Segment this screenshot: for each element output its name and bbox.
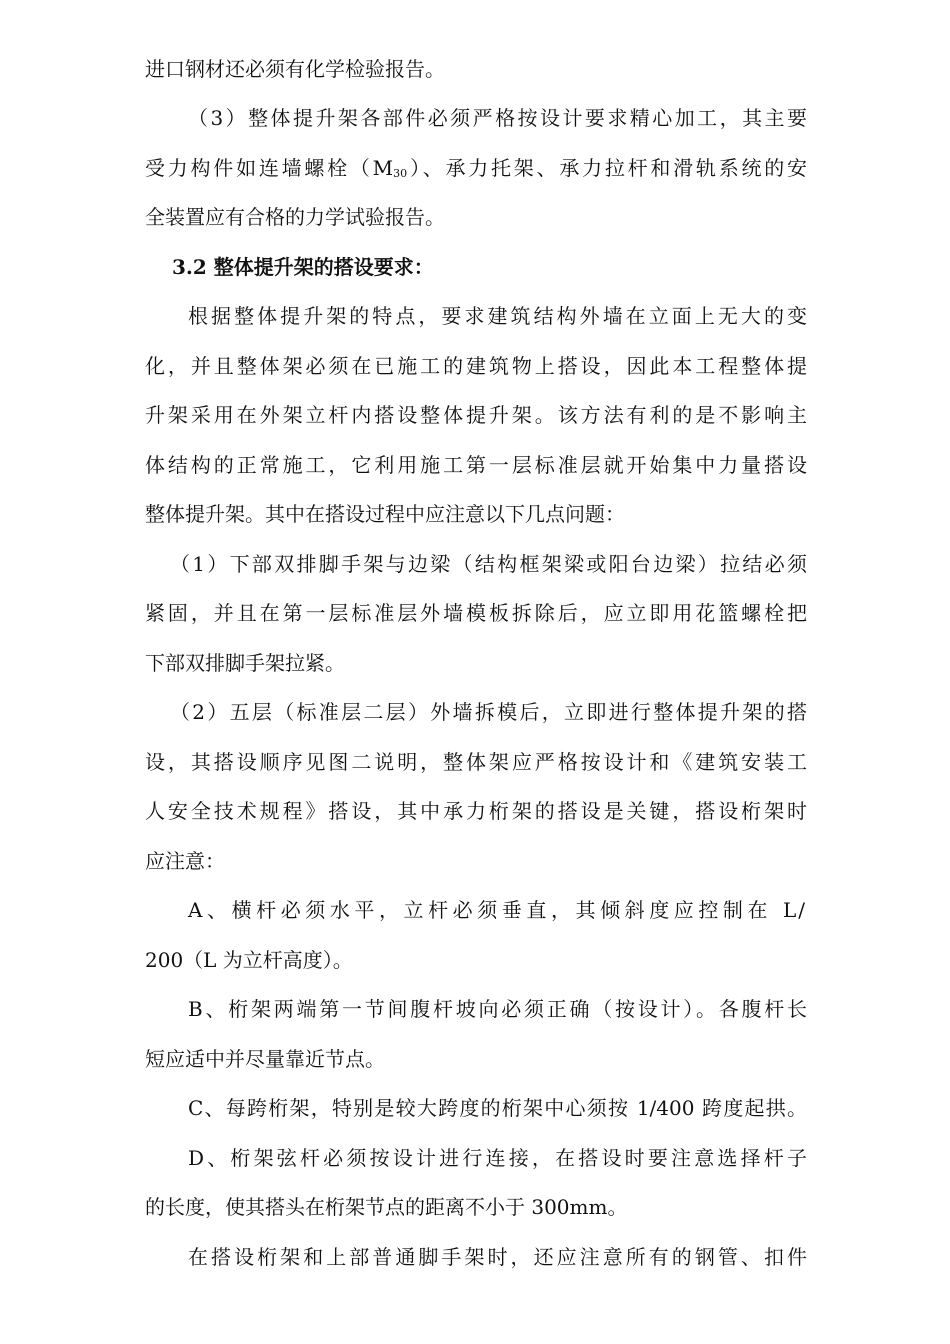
text-line: 人安全技术规程》搭设，其中承力桁架的搭设是关键，搭设桁架时 xyxy=(145,799,807,823)
text-line: 升架采用在外架立杆内搭设整体提升架。该方法有利的是不影响主 xyxy=(145,403,807,427)
text-line: 进口钢材还必须有化学检验报告。 xyxy=(145,57,445,81)
text-line: 应注意： xyxy=(145,849,225,873)
text-line: 整体提升架。其中在搭设过程中应注意以下几点问题： xyxy=(145,502,625,526)
text-line: D、桁架弦杆必须按设计进行连接，在搭设时要注意选择杆子 xyxy=(188,1146,807,1170)
text-line: 下部双排脚手架拉紧。 xyxy=(145,651,345,675)
text-line: 化，并且整体架必须在已施工的建筑物上搭设，因此本工程整体提 xyxy=(145,354,807,378)
text-line: 短应适中并尽量靠近节点。 xyxy=(145,1047,385,1071)
text-line: 全装置应有合格的力学试验报告。 xyxy=(145,205,445,229)
text-line xyxy=(145,154,807,188)
text-line: 设，其搭设顺序见图二说明，整体架应严格按设计和《建筑安装工 xyxy=(145,750,807,774)
subscript: 30 xyxy=(393,167,408,180)
text-line: A、横杆必须水平，立杆必须垂直，其倾斜度应控制在 L/ xyxy=(188,898,807,922)
text-line: 紧固，并且在第一层标准层外墙模板拆除后，应立即用花篮螺栓把 xyxy=(145,601,807,625)
text-line: 体结构的正常施工，它利用施工第一层标准层就开始集中力量搭设 xyxy=(145,453,807,477)
text-span: ）、承力托架、承力拉杆和滑轨系统的安 xyxy=(407,156,808,180)
text-line: C、每跨桁架，特别是较大跨度的桁架中心须按 1/400 跨度起拱。 xyxy=(188,1096,807,1120)
text-line: 根据整体提升架的特点，要求建筑结构外墙在立面上无大的变 xyxy=(188,304,807,328)
text-line: （3）整体提升架各部件必须严格按设计要求精心加工，其主要 xyxy=(188,106,807,130)
text-line: （1）下部双排脚手架与边梁（结构框架梁或阳台边梁）拉结必须 xyxy=(170,552,807,576)
text-line: 在搭设桁架和上部普通脚手架时，还应注意所有的钢管、扣件 xyxy=(188,1245,807,1269)
text-span: 受力构件如连墙螺栓（M xyxy=(145,156,394,180)
section-heading: 3.2 整体提升架的搭设要求： xyxy=(172,255,434,279)
text-line: 200（L 为立杆高度）。 xyxy=(145,948,353,972)
text-line: 的长度，使其搭头在桁架节点的距离不小于 300mm。 xyxy=(145,1195,628,1219)
text-line: （2）五层（标准层二层）外墙拆模后，立即进行整体提升架的搭 xyxy=(170,700,807,724)
text-line: B、桁架两端第一节间腹杆坡向必须正确（按设计）。各腹杆长 xyxy=(188,997,807,1021)
